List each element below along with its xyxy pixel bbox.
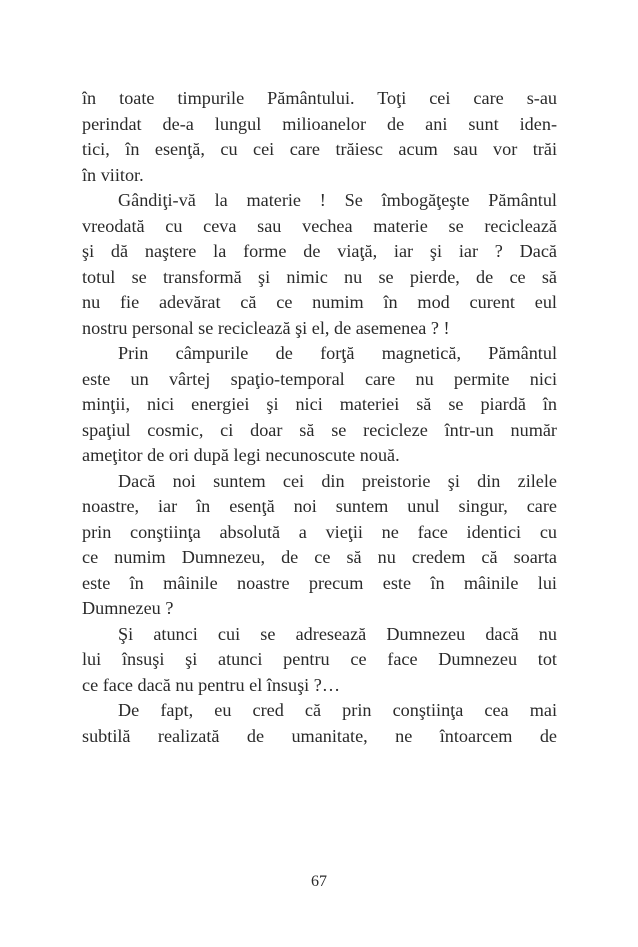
- text-line: vreodată cu ceva sau vechea materie se reciclează: [82, 215, 557, 236]
- text-line: Dacă noi suntem cei din preistorie şi din zilele: [118, 470, 557, 491]
- text-line: ce face dacă nu pentru el însuşi ?…: [82, 674, 341, 695]
- text-line: tici, în esenţă, cu cei care trăiesc acum sau vor trăi: [82, 139, 557, 159]
- text-line: noastre, iar în esenţă noi suntem unul singur, care: [82, 496, 557, 516]
- text-line: este un vârtej spaţio-temporal care nu permite nici: [82, 368, 557, 389]
- text-line: lui însuşi şi atunci pentru ce face Dumnezeu tot: [82, 649, 557, 669]
- text-line: prin conştiinţa absolută a vieţii ne face identici cu: [82, 521, 557, 542]
- text-line: nostru personal se reciclează şi el, de asemenea ? !: [82, 317, 450, 338]
- text-line: subtilă realizată de umanitate, ne întoarcem de: [82, 725, 557, 746]
- body-text: [82, 86, 557, 749]
- text-line: ce numim Dumnezeu, de ce să nu credem că soarta: [82, 547, 557, 567]
- text-line: perindat de-a lungul milioanelor de ani sunt iden-: [82, 113, 557, 134]
- text-line: Dumnezeu ?: [82, 598, 174, 618]
- text-line: De fapt, eu cred că prin conştiinţa cea mai: [118, 700, 557, 720]
- text-line: totul se transformă şi nimic nu se pierde, de ce să: [82, 266, 557, 287]
- text-line: spaţiul cosmic, ci doar să se recicleze într-un număr: [82, 419, 557, 440]
- text-line: este în mâinile noastre precum este în mâinile lui: [82, 572, 557, 593]
- text-line: Şi atunci cui se adresează Dumnezeu dacă nu: [118, 623, 557, 644]
- text-line: nu fie adevărat că ce numim în mod curent eul: [82, 292, 557, 312]
- text-line: ameţitor de ori după legi necunoscute nouă.: [82, 445, 400, 465]
- text-line: minţii, nici energiei şi nici materiei să se piardă în: [82, 394, 557, 414]
- text-line: şi dă naştere la forme de viaţă, iar şi iar ? Dacă: [82, 241, 557, 261]
- text-line: în toate timpurile Pământului. Toţi cei care s-au: [82, 88, 557, 108]
- text-line: Prin câmpurile de forţă magnetică, Pământul: [118, 343, 557, 363]
- page-number: 67: [311, 873, 327, 890]
- text-line: în viitor.: [82, 164, 144, 185]
- text-line: Gândiţi-vă la materie ! Se îmbogăţeşte Pământul: [118, 190, 557, 210]
